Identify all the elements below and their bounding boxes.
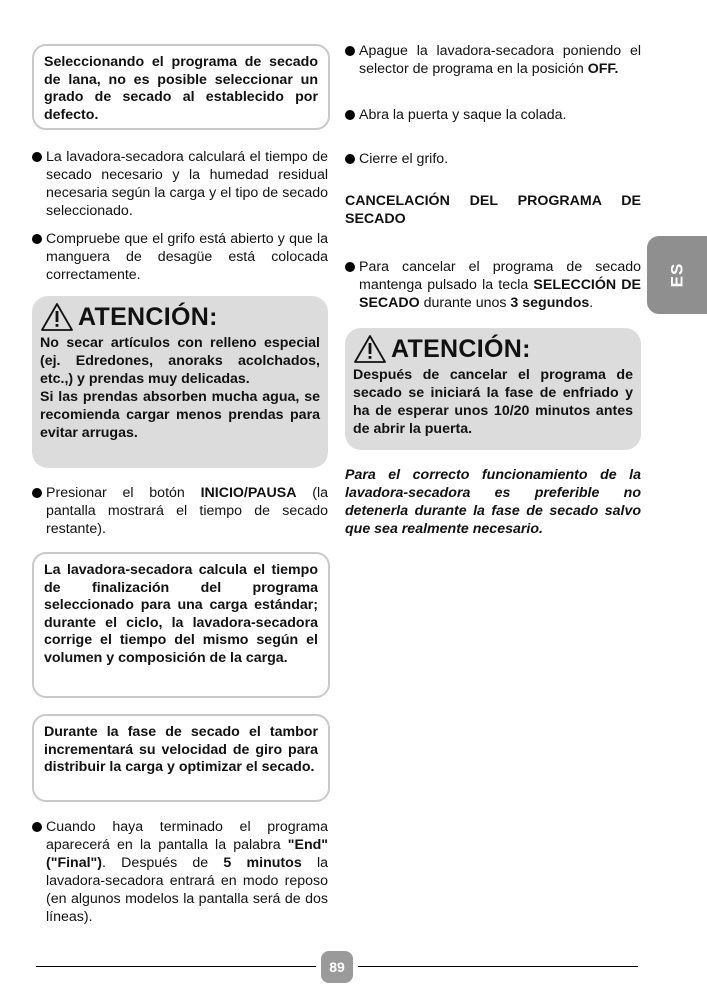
bullet-item — [345, 258, 641, 312]
bullet-text: durante unos — [419, 295, 511, 311]
info-box-drum-speed — [32, 714, 330, 802]
bullet-item — [32, 230, 328, 284]
bullet-text: Compruebe que el grifo está abierto y que la manguera de desagüe está colocada correctamente. — [46, 231, 328, 283]
bullet-item — [345, 42, 641, 78]
operating-note — [345, 466, 641, 538]
bullet-text: Apague la lavadora-secadora poniendo el selector de programa en la posición — [359, 43, 641, 77]
warning-box — [345, 328, 641, 450]
time-value: 5 minutos — [223, 855, 302, 871]
info-box-text: Durante la fase de secado el tambor incrementará su velocidad de giro para distribuir la carga y optimizar el secado. — [44, 724, 318, 775]
bullet-item — [345, 150, 641, 168]
bullet-text: . — [589, 295, 594, 311]
language-tab — [647, 236, 707, 314]
bullet-dot-icon — [345, 110, 355, 120]
info-box-text: La lavadora-secadora calcula el tiempo de finalización del programa seleccionado para una carga estándar; durante el ciclo, la lavadora-secadora corrige el tiempo del mismo según el volumen y composición de la carga. — [44, 562, 318, 666]
section-heading — [345, 192, 641, 228]
info-box-wool-drying — [32, 44, 330, 130]
bullet-text: Presionar el botón — [46, 485, 201, 501]
info-box-time-calculation — [32, 552, 330, 698]
bullet-dot-icon — [345, 46, 355, 56]
bullet-item — [32, 484, 328, 538]
bullet-item — [32, 148, 328, 220]
time-value: 3 segundos — [510, 295, 590, 311]
key-name: SELECCIÓN DE SECADO — [359, 277, 642, 311]
warning-text: No secar artículos con relleno especial (ej. Edredones, anoraks acolchados, etc.,) y prendas muy delicadas. — [40, 335, 320, 387]
warning-triangle-icon — [353, 334, 387, 364]
bullet-text: (la pantalla mostrará el tiempo de secado restante). — [46, 485, 328, 537]
warning-header — [40, 302, 320, 332]
bullet-text: Cuando haya terminado el programa aparecerá en la pantalla la palabra — [46, 819, 328, 853]
warning-title: ATENCIÓN: — [78, 303, 218, 331]
section-heading-line: CANCELACIÓN DEL PROGRAMA DE — [345, 193, 641, 209]
bullet-text: la lavadora-secadora entrará en modo reposo (en algunos modelos la pantalla será de dos líneas). — [46, 855, 328, 925]
page-number: 89 — [321, 951, 353, 983]
bullet-text: Para cancelar el programa de secado mantenga pulsado la tecla — [359, 259, 641, 293]
bullet-dot-icon — [32, 822, 42, 832]
warning-text: Después de cancelar el programa de secado se iniciará la fase de enfriado y ha de esperar unos 10/20 minutos antes de abrir la puerta. — [353, 367, 633, 437]
position-name: OFF. — [587, 61, 619, 77]
bullet-item — [345, 106, 641, 124]
bullet-dot-icon — [32, 152, 42, 162]
bullet-dot-icon — [32, 234, 42, 244]
bullet-item — [32, 818, 328, 926]
footer-divider-left — [36, 966, 316, 967]
bullet-dot-icon — [345, 262, 355, 272]
warning-text: Si las prendas absorben mucha agua, se recomienda cargar menos prendas para evitar arrugas. — [40, 389, 320, 441]
section-heading-line: SECADO — [345, 211, 406, 227]
warning-title: ATENCIÓN: — [391, 335, 531, 363]
bullet-text: Cierre el grifo. — [359, 151, 449, 167]
bullet-dot-icon — [32, 488, 42, 498]
operating-note-text: Para el correcto funcionamiento de la lavadora-secadora es preferible no detenerla durante la fase de secado salvo que sea realmente necesario. — [345, 467, 641, 537]
bullet-text: . Después de — [102, 855, 224, 871]
info-box-text: Seleccionando el programa de secado de lana, no es posible seleccionar un grado de secado al establecido por defecto. — [44, 54, 318, 123]
display-word: "End" ("Final") — [46, 837, 328, 871]
warning-header — [353, 334, 633, 364]
warning-box — [32, 296, 328, 468]
bullet-text: Abra la puerta y saque la colada. — [359, 107, 567, 123]
footer-divider-right — [358, 966, 638, 967]
bullet-dot-icon — [345, 154, 355, 164]
warning-triangle-icon — [40, 302, 74, 332]
bullet-text: La lavadora-secadora calculará el tiempo de secado necesario y la humedad residual necesaria según la carga y el tipo de secado seleccionado. — [46, 149, 328, 219]
button-name: INICIO/PAUSA — [200, 485, 297, 501]
language-tab-label: ES — [667, 262, 686, 288]
